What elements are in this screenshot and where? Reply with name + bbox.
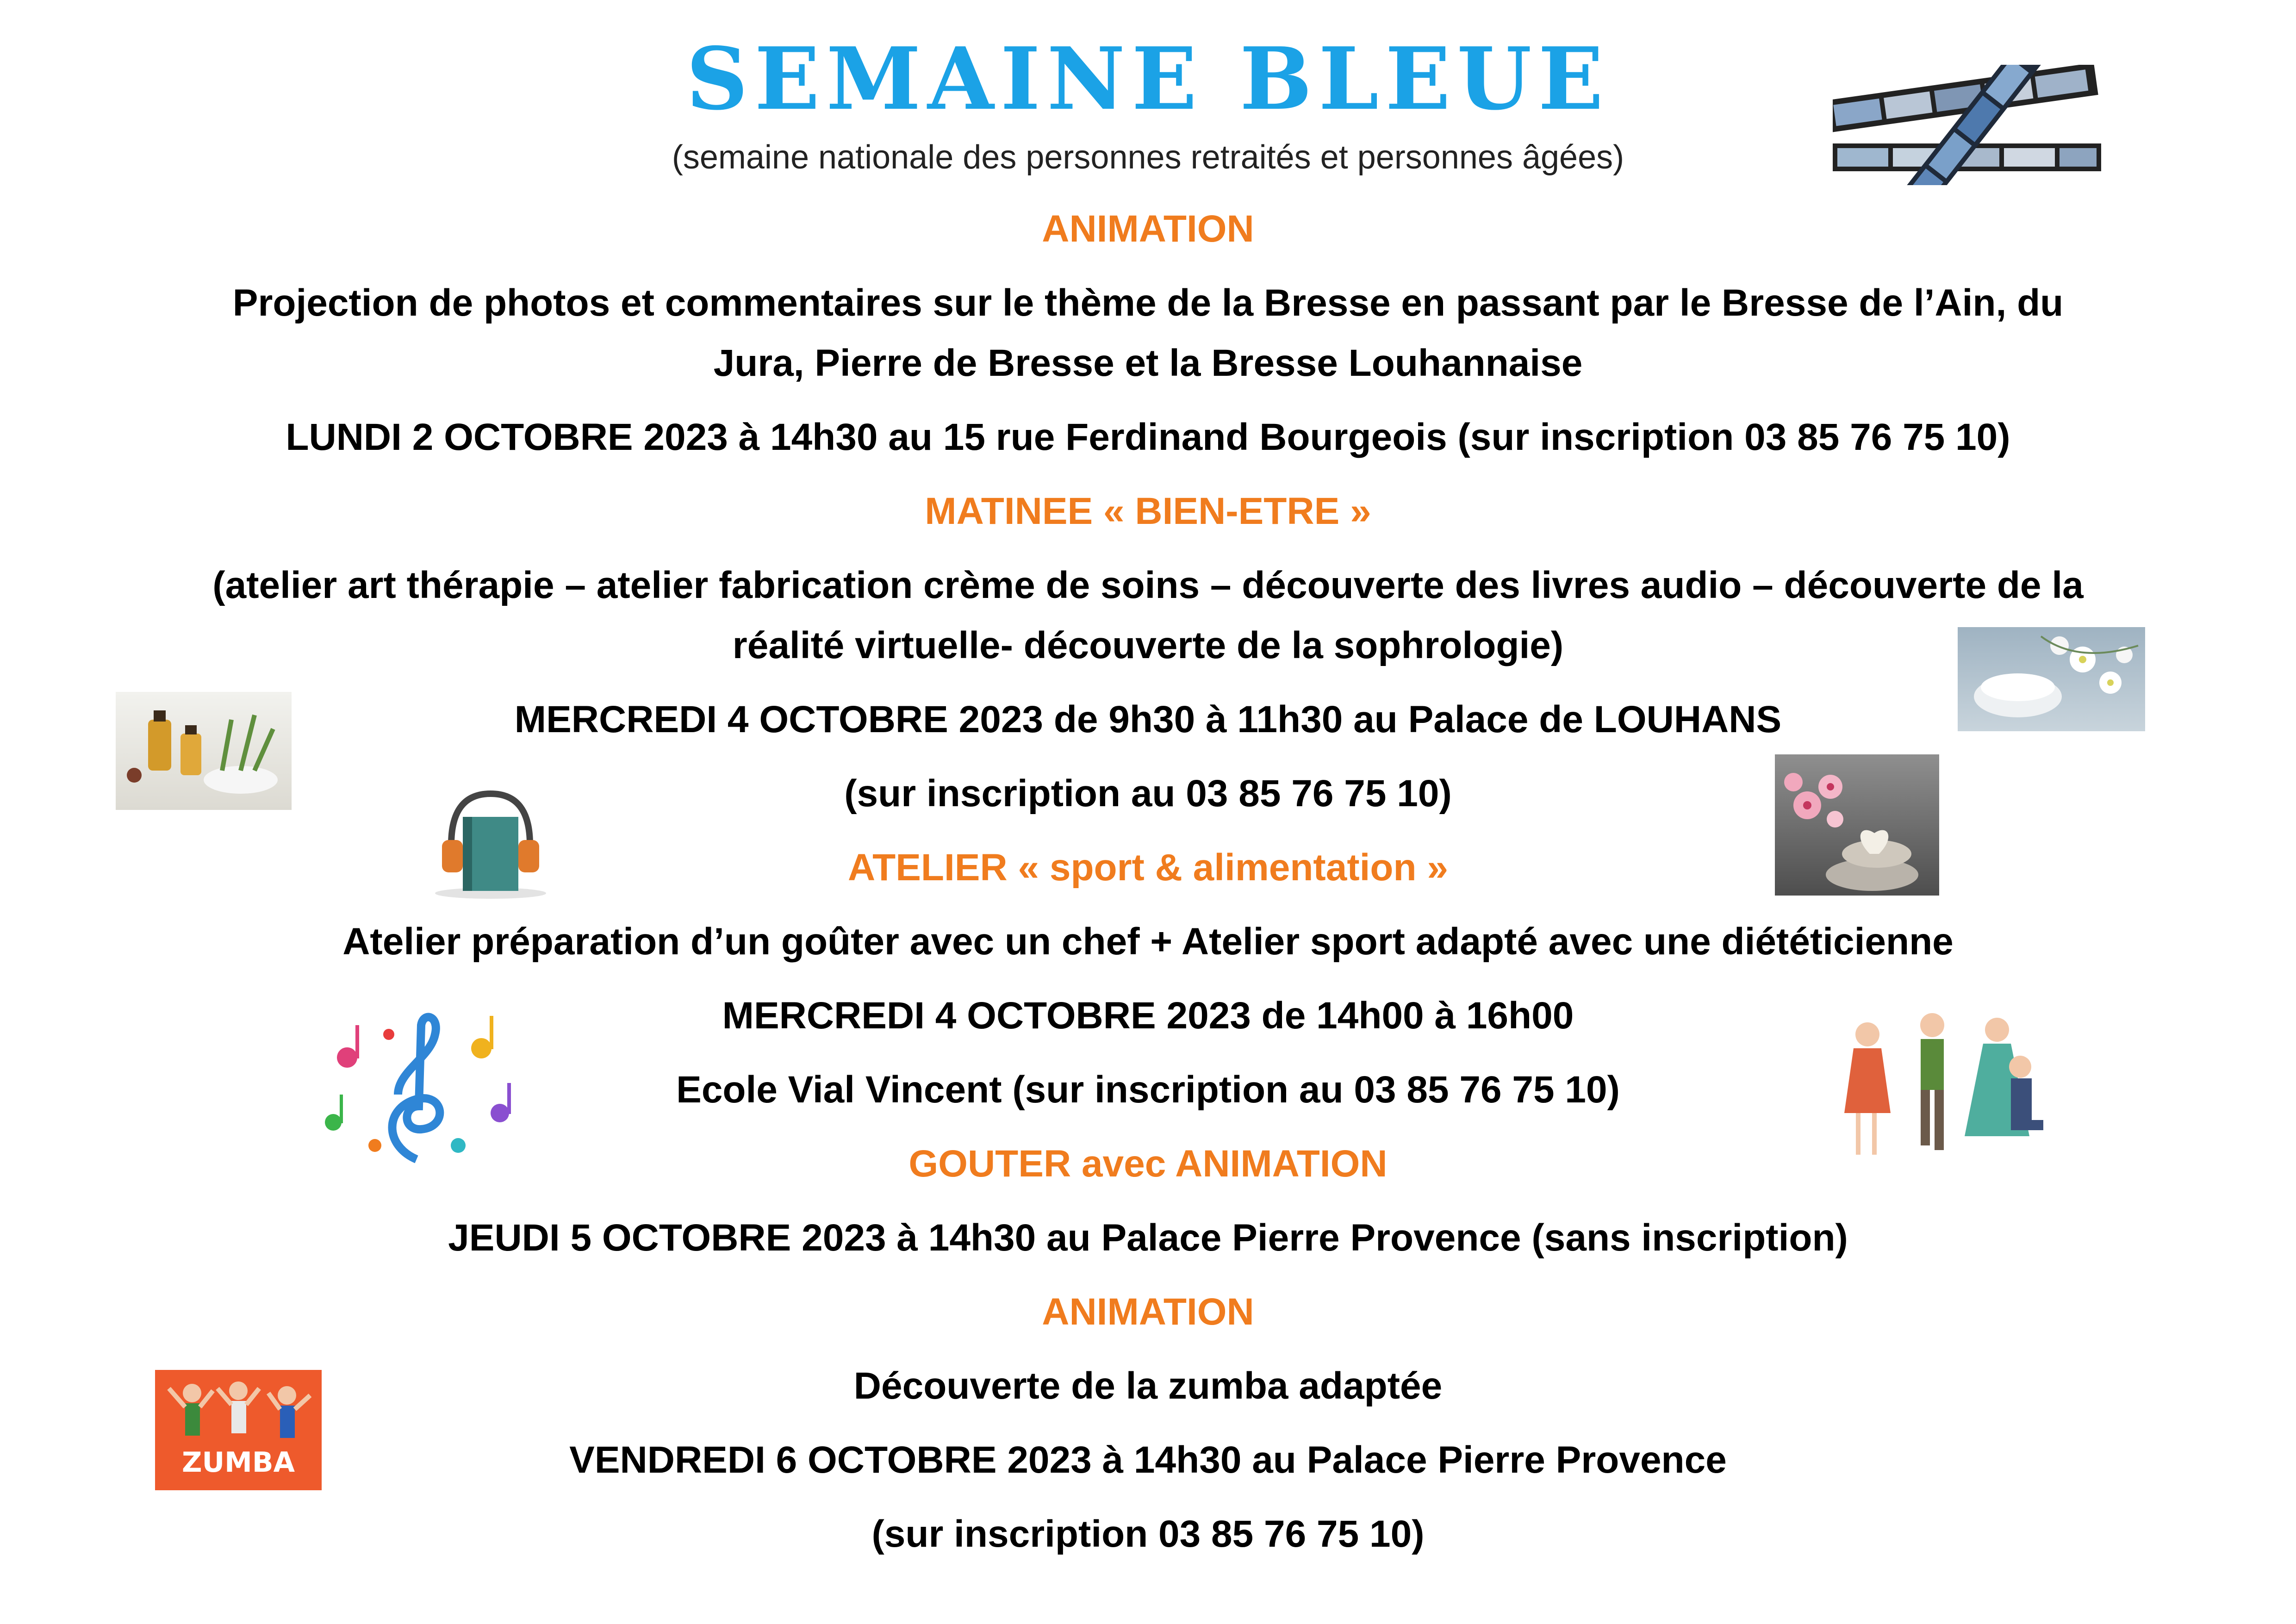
- event-date-line: LUNDI 2 OCTOBRE 2023 à 14h30 au 15 rue Ferdinand Bourgeois (sur inscription 03 85 76 75 10): [286, 416, 2010, 458]
- poster-subtitle: (semaine nationale des personnes retraités et personnes âgées): [672, 139, 1624, 176]
- film-strip-image: [1833, 65, 2101, 185]
- event-date-line: MERCREDI 4 OCTOBRE 2023 de 14h00 à 16h00: [722, 995, 1574, 1037]
- event-description-line: (atelier art thérapie – atelier fabrication crème de soins – découverte des livres audio – découverte de la: [212, 564, 2084, 606]
- music-notes-image: [305, 1007, 528, 1171]
- section-heading-gouter: GOUTER avec ANIMATION: [908, 1143, 1388, 1185]
- section-heading-animation-1: ANIMATION: [1042, 208, 1254, 250]
- dancing-seniors-image: [1826, 997, 2057, 1182]
- event-location-line: Ecole Vial Vincent (sur inscription au 03 85 76 75 10): [676, 1069, 1620, 1111]
- event-date-line: MERCREDI 4 OCTOBRE 2023 de 9h30 à 11h30 au Palace de LOUHANS: [514, 698, 1782, 740]
- poster-title: SEMAINE BLEUE: [686, 28, 1610, 129]
- zumba-image: [155, 1370, 322, 1490]
- event-description-line: Atelier préparation d’un goûter avec un chef + Atelier sport adapté avec une diététicienne: [342, 921, 1954, 963]
- event-date-line: JEUDI 5 OCTOBRE 2023 à 14h30 au Palace Pierre Provence (sans inscription): [448, 1217, 1848, 1259]
- event-description-line: réalité virtuelle- découverte de la sophrologie): [732, 624, 1564, 666]
- audiobook-headphones-image: [430, 784, 551, 900]
- event-description-line: Projection de photos et commentaires sur le thème de la Bresse en passant par le Bresse de l’Ain, du: [232, 282, 2064, 324]
- section-heading-bien-etre: MATINEE « BIEN-ETRE »: [925, 490, 1371, 532]
- section-heading-animation-2: ANIMATION: [1042, 1291, 1254, 1333]
- essential-oils-image: [116, 692, 292, 810]
- event-description-line: Jura, Pierre de Bresse et la Bresse Louhannaise: [713, 342, 1583, 384]
- spa-stones-flower-image: [1775, 754, 1939, 896]
- zumba-logo-text: ZUMBA: [181, 1446, 295, 1479]
- event-registration-line: (sur inscription 03 85 76 75 10): [871, 1513, 1425, 1555]
- section-heading-sport-alimentation: ATELIER « sport & alimentation »: [848, 846, 1448, 889]
- cream-flowers-image: [1958, 627, 2145, 731]
- event-date-line: VENDREDI 6 OCTOBRE 2023 à 14h30 au Palace Pierre Provence: [569, 1439, 1727, 1481]
- event-description-line: Découverte de la zumba adaptée: [853, 1365, 1443, 1407]
- event-registration-line: (sur inscription au 03 85 76 75 10): [844, 772, 1452, 815]
